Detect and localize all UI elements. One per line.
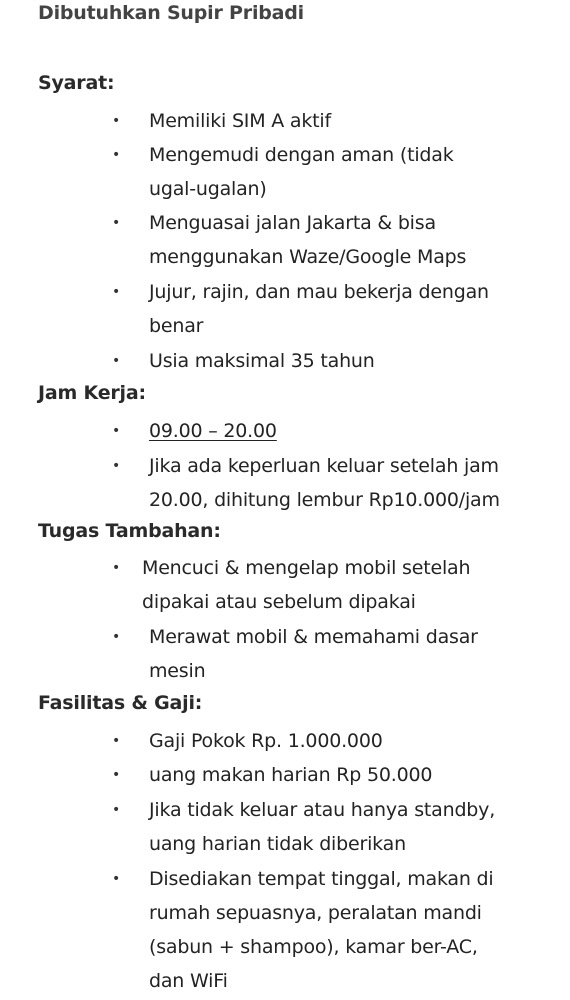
bullet-icon: • xyxy=(112,560,121,576)
section-heading-jam-kerja: Jam Kerja: xyxy=(38,382,146,404)
list-item-text: Gaji Pokok Rp. 1.000.000 xyxy=(149,730,383,752)
list-item-text: Mengemudi dengan aman (tidak ugal-ugalan) xyxy=(149,144,454,200)
bullet-icon: • xyxy=(112,147,121,163)
bullet-icon: • xyxy=(112,629,121,645)
list-item-text: Memiliki SIM A aktif xyxy=(149,110,331,132)
list-item-text: Jika tidak keluar atau hanya standby, uang harian tidak diberikan xyxy=(149,799,496,855)
list-item-text: Menguasai jalan Jakarta & bisa menggunakan Waze/Google Maps xyxy=(149,212,467,268)
bullet-icon: • xyxy=(112,215,121,231)
section-heading-fasilitas-gaji: Fasilitas & Gaji: xyxy=(38,692,203,714)
bullet-icon: • xyxy=(112,733,121,749)
list-item-text: 09.00 – 20.00 xyxy=(149,420,277,442)
bullet-icon: • xyxy=(112,802,121,818)
section-heading-syarat: Syarat: xyxy=(38,72,115,94)
list-item-text: uang makan harian Rp 50.000 xyxy=(149,764,433,786)
bullet-icon: • xyxy=(112,113,121,129)
bullet-icon: • xyxy=(112,458,121,474)
bullet-icon: • xyxy=(112,423,121,439)
list-item-text: Merawat mobil & memahami dasar mesin xyxy=(149,626,478,682)
list-item-text: Mencuci & mengelap mobil setelah dipakai atau sebelum dipakai xyxy=(142,557,471,613)
bullet-icon: • xyxy=(112,767,121,783)
list-item-text: Jika ada keperluan keluar setelah jam 20.00, dihitung lembur Rp10.000/jam xyxy=(149,455,500,511)
list-item-text: Usia maksimal 35 tahun xyxy=(149,350,375,372)
section-heading-tugas-tambahan: Tugas Tambahan: xyxy=(38,520,221,542)
bullet-icon: • xyxy=(112,353,121,369)
page-title: Dibutuhkan Supir Pribadi xyxy=(38,2,304,24)
bullet-icon: • xyxy=(112,871,121,887)
list-item-text: Disediakan tempat tinggal, makan di rumah sepuasnya, peralatan mandi (sabun + shampoo), kamar ber-AC, dan WiFi xyxy=(149,868,494,992)
bullet-icon: • xyxy=(112,284,121,300)
list-item-text: Jujur, rajin, dan mau bekerja dengan benar xyxy=(149,281,489,337)
